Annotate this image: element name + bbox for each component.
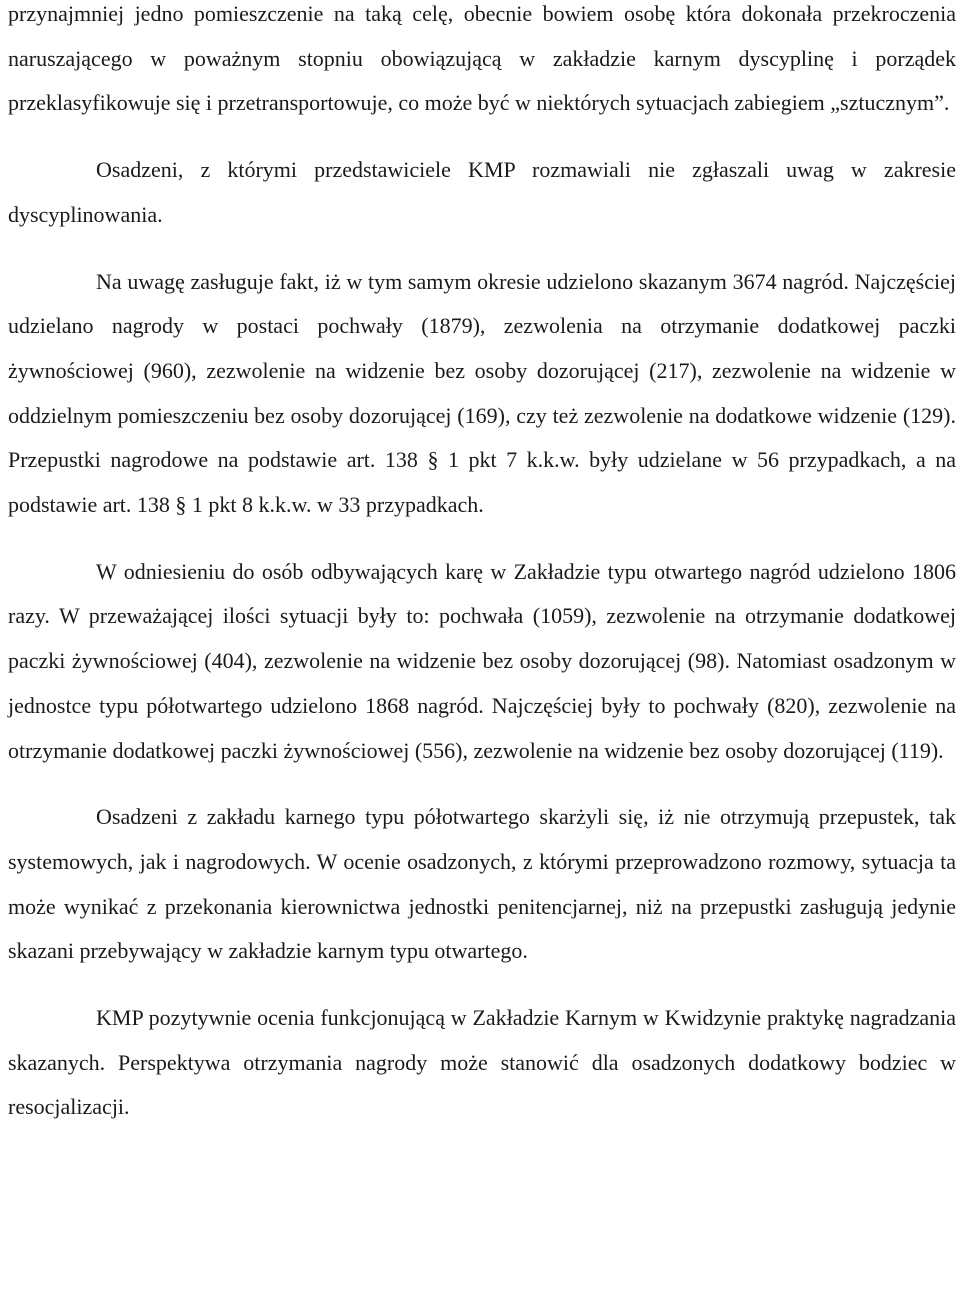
- document-page: [8, 0, 956, 1152]
- paragraph-2: Osadzeni, z którymi przedstawiciele KMP rozmawiali nie zgłaszali uwag w zakresie dyscyplinowania.: [8, 157, 956, 227]
- paragraph-6: KMP pozytywnie ocenia funkcjonującą w Zakładzie Karnym w Kwidzynie praktykę nagradzania skazanych. Perspektywa otrzymania nagrody może stanowić dla osadzonych dodatkowy bodziec w resocjalizacji.: [8, 1005, 956, 1120]
- paragraph-3: Na uwagę zasługuje fakt, iż w tym samym okresie udzielono skazanym 3674 nagród. Najczęściej udzielano nagrody w postaci pochwały (1879), zezwolenia na otrzymanie dodatkowej paczki żywnościowej (960), zezwolenie na widzenie bez osoby dozorującej (217), zezwolenie na widzenie w oddzielnym pomieszczeniu bez osoby dozorującej (169), czy też zezwolenie na dodatkowe widzenie (129). Przepustki nagrodowe na podstawie art. 138 § 1 pkt 7 k.k.w. były udzielane w 56 przypadkach, a na podstawie art. 138 § 1 pkt 8 k.k.w. w 33 przypadkach.: [8, 268, 956, 518]
- paragraph-5: Osadzeni z zakładu karnego typu półotwartego skarżyli się, iż nie otrzymują przepustek, tak systemowych, jak i nagrodowych. W ocenie osadzonych, z którymi przeprowadzono rozmowy, sytuacja ta może wynikać z przekonania kierownictwa jednostki penitencjarnej, niż na przepustki zasługują jedynie skazani przebywający w zakładzie karnym typu otwartego.: [8, 804, 956, 964]
- paragraph-4: W odniesieniu do osób odbywających karę w Zakładzie typu otwartego nagród udzielono 1806 razy. W przeważającej ilości sytuacji były to: pochwała (1059), zezwolenie na otrzymanie dodatkowej paczki żywnościowej (404), zezwolenie na widzenie bez osoby dozorującej (98). Natomiast osadzonym w jednostce typu półotwartego udzielono 1868 nagród. Najczęściej były to pochwały (820), zezwolenie na otrzymanie dodatkowej paczki żywnościowej (556), zezwolenie na widzenie bez osoby dozorującej (119).: [8, 558, 956, 763]
- paragraph-1: przynajmniej jedno pomieszczenie na taką celę, obecnie bowiem osobę która dokonała przekroczenia naruszającego w poważnym stopniu obowiązującą w zakładzie karnym dyscyplinę i porządek przeklasyfikowuje się i przetransportowuje, co może być w niektórych sytuacjach zabiegiem „sztucznym”.: [8, 1, 956, 116]
